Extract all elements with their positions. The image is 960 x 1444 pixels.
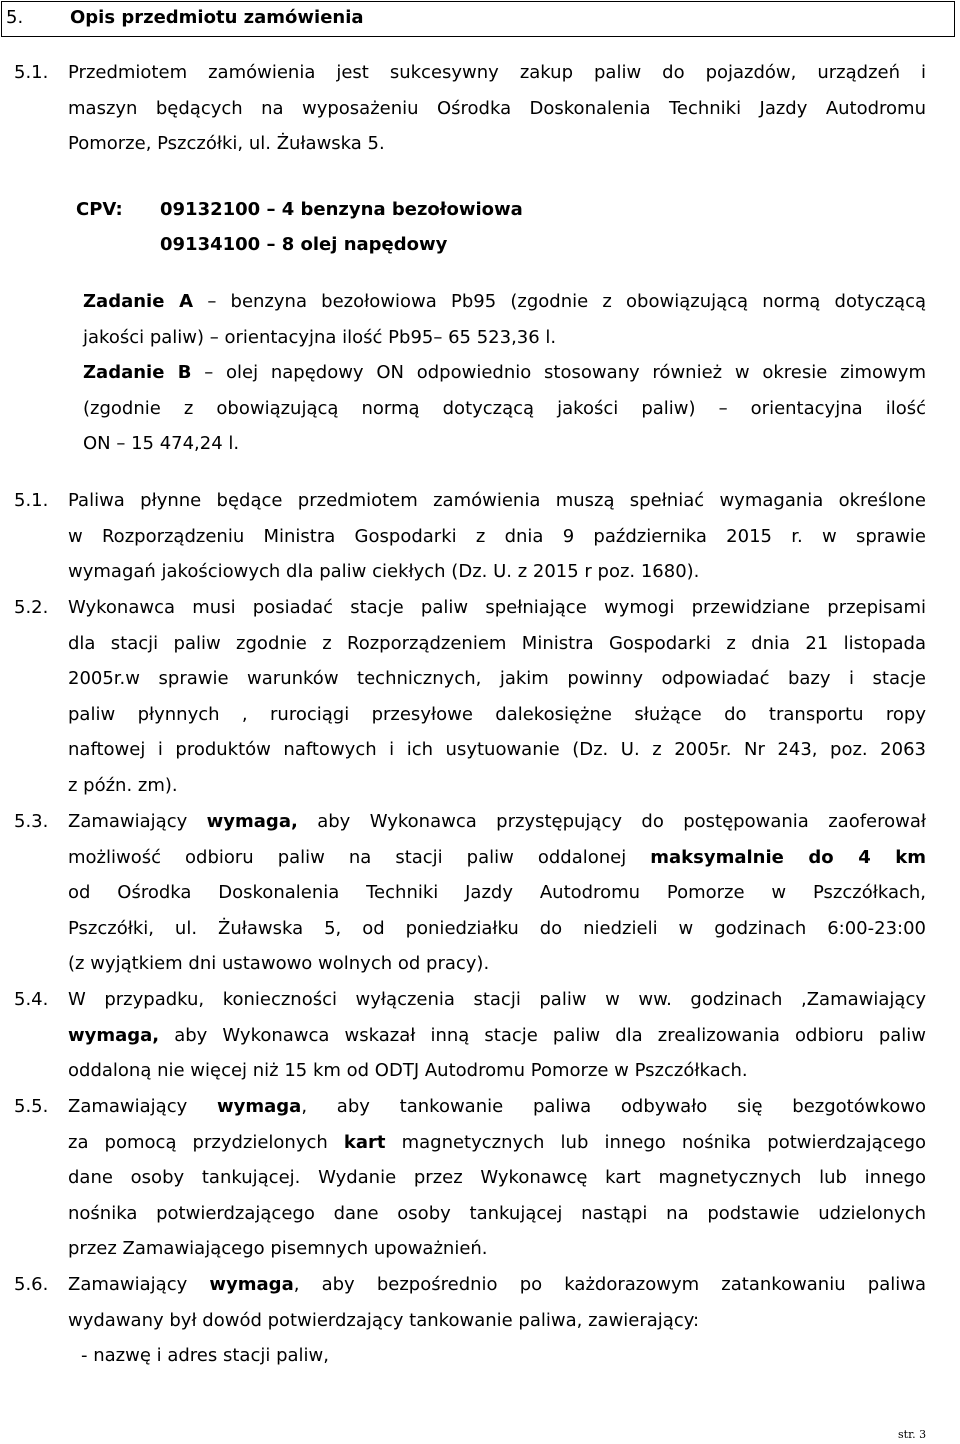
section-5-2-text: Wykonawca musi posiadać stacje paliw spełniające wymogi przewidziane przepisami dla stacji paliw zgodnie z Rozporządzeniem Ministra Gospodarki z dnia 21 listopada 2005r.w sprawie warunków technicznych, jakim powinny odpowiadać bazy i stacje paliw płynnych , rurociągi przesyłowe dalekosiężne służące do transportu ropy naftowej i produktów naftowych i ich usytuowanie (Dz. U. z 2005r. Nr 243, poz. 2063 z późn. zm). [68,597,926,796]
task-a: Zadanie A – benzyna bezołowiowa Pb95 (zgodnie z obowiązującą normą dotyczącą jakości paliw) – orientacyjna ilość Pb95– 65 523,36 l. [83,291,926,348]
section-5-5-number: 5.5. [14,1096,49,1117]
task-b-label: Zadanie B [83,362,192,383]
section-5-4-number: 5.4. [14,989,49,1010]
section-5-3-number: 5.3. [14,811,49,832]
section-5-4-text: W przypadku, konieczności wyłączenia stacji paliw w ww. godzinach ,Zamawiający wymaga, aby Wykonawca wskazał inną stacje paliw dla zrealizowania odbioru paliw oddaloną nie więcej niż 15 km od ODTJ Autodromu Pomorze w Pszczółkach. [68,989,926,1081]
section-5-1-number: 5.1. [14,62,49,83]
section-5-3-text: Zamawiający wymaga, aby Wykonawca przystępujący do postępowania zaoferował możliwość odbioru paliw na stacji paliw oddalonej maksymalnie do 4 km od Ośrodka Doskonalenia Techniki Jazdy Autodromu Pomorze w Pszczółkach, Pszczółki, ul. Żuławska 5, od poniedziałku do niedzieli w godzinach 6:00-23:00 (z wyjątkiem dni ustawowo wolnych od pracy). [68,811,927,974]
section-5-1b-text: Paliwa płynne będące przedmiotem zamówienia muszą spełniać wymagania określone w Rozporządzeniu Ministra Gospodarki z dnia 9 października 2015 r. w sprawie wymagań jakościowych dla paliw ciekłych (Dz. U. z 2015 r poz. 1680). [68,490,926,582]
section-5-6-text: Zamawiający wymaga, aby bezpośrednio po każdorazowym zatankowaniu paliwa wydawany był dowód potwierdzający tankowanie paliwa, zawierający: - nazwę i adres stacji paliw, [68,1274,926,1366]
section-heading [1,1,955,37]
cpv-item: 09134100 – 8 olej napędowy [160,234,448,255]
cpv-label: CPV: [76,199,123,220]
section-5-1-text: Przedmiotem zamówienia jest sukcesywny zakup paliw do pojazdów, urządzeń i maszyn będących na wyposażeniu Ośrodka Doskonalenia Techniki Jazdy Autodromu Pomorze, Pszczółki, ul. Żuławska 5. [68,62,926,154]
heading-number: 5. [6,7,24,28]
section-5-6-number: 5.6. [14,1274,49,1295]
section-5-2-number: 5.2. [14,597,49,618]
section-5-5-text: Zamawiający wymaga, aby tankowanie paliwa odbywało się bezgotówkowo za pomocą przydzielonych kart magnetycznych lub innego nośnika potwierdzającego dane osoby tankującej. Wydanie przez Wykonawcę kart magnetycznych lub innego nośnika potwierdzającego dane osoby tankującej nastąpi na podstawie udzielonych przez Zamawiającego pisemnych upoważnień. [68,1096,927,1259]
cpv-item: 09132100 – 4 benzyna bezołowiowa [160,199,523,220]
task-a-label: Zadanie A [83,291,194,312]
heading-title: Opis przedmiotu zamówienia [70,7,364,28]
task-b: Zadanie B – olej napędowy ON odpowiednio stosowany również w okresie zimowym (zgodnie z obowiązującą normą dotyczącą jakości paliw) – orientacyjna ilość ON – 15 474,24 l. [83,362,926,454]
page-number: str. 3 [898,1428,927,1441]
section-5-1b-number: 5.1. [14,490,49,511]
